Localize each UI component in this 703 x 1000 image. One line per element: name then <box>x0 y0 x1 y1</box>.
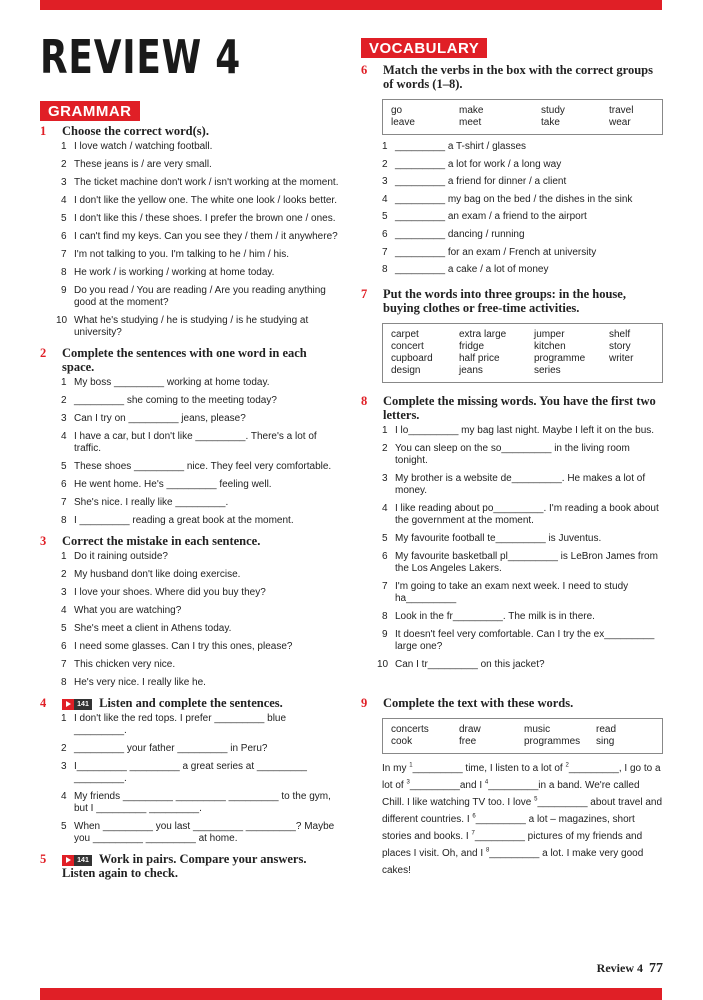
exercise-heading <box>40 696 340 710</box>
exercise-instruction: Choose the correct word(s). <box>62 124 209 138</box>
item-number: 4 <box>61 195 67 206</box>
exercise-items <box>40 713 340 845</box>
box-word: jumper <box>534 329 565 340</box>
exercise-item <box>361 503 663 527</box>
exercise-item <box>361 159 663 171</box>
exercise-item <box>361 551 663 575</box>
item-number: 3 <box>61 177 67 188</box>
exercise-item <box>40 515 340 527</box>
item-text: What he's studying / he is studying / is he studying at university? <box>74 315 309 338</box>
exercise-1 <box>40 124 340 339</box>
item-number: 5 <box>382 533 388 544</box>
exercise-item <box>361 473 663 497</box>
item-number: 8 <box>61 267 67 278</box>
exercise-item <box>40 677 340 689</box>
box-word: cupboard <box>391 353 433 364</box>
play-icon <box>62 855 74 866</box>
exercise-9 <box>361 696 663 710</box>
grammar-section-tag: GRAMMAR <box>40 101 140 121</box>
item-text: Look in the fr_________. The milk is in there. <box>395 611 595 622</box>
page-footer <box>597 961 663 977</box>
exercise-item <box>40 177 340 189</box>
play-icon <box>62 699 74 710</box>
item-number: 3 <box>61 587 67 598</box>
exercise-item <box>40 231 340 243</box>
item-number: 4 <box>382 503 388 514</box>
box-word: meet <box>459 117 482 128</box>
item-text: _________ a cake / a lot of money <box>395 264 549 276</box>
gap-number: 3 <box>406 779 410 786</box>
text-segment: _________ about travel and different countries. I <box>382 797 663 825</box>
exercise-heading <box>361 696 663 710</box>
exercise-item <box>40 395 340 407</box>
item-text: He went home. He's _________ feeling well. <box>74 479 272 490</box>
exercise-number: 6 <box>361 63 368 77</box>
box-word: design <box>391 365 421 376</box>
item-number: 2 <box>61 569 67 580</box>
item-number: 5 <box>382 211 388 223</box>
item-number: 2 <box>382 158 388 170</box>
exercise-item <box>361 659 663 671</box>
text-segment: _________, I go to a lot of <box>382 763 661 791</box>
exercise-item <box>361 611 663 623</box>
item-number: 5 <box>61 821 67 832</box>
grammar-column <box>40 124 340 880</box>
exercise-item <box>40 569 340 581</box>
box-word: music <box>524 724 551 735</box>
footer-label: Review 4 <box>596 961 643 975</box>
box-word: free <box>459 736 477 747</box>
item-text: I have a car, but I don't like _________. There's a lot of traffic. <box>74 431 317 454</box>
text-segment: _________ pictures of my friends and places I visit. Oh, and I <box>382 831 643 859</box>
item-text: My husband don't like doing exercise. <box>74 569 241 580</box>
gap-number: 5 <box>534 796 538 803</box>
exercise-7 <box>361 287 663 315</box>
item-number: 10 <box>377 659 389 670</box>
gap-number: 6 <box>472 813 476 820</box>
item-text: My favourite football te_________ is Juventus. <box>395 533 602 544</box>
item-text: These shoes _________ nice. They feel very comfortable. <box>74 461 332 472</box>
exercise-instruction: Complete the text with these words. <box>383 696 574 710</box>
item-number: 4 <box>382 193 388 205</box>
exercise-9-text <box>382 760 664 879</box>
item-text: You can sleep on the so_________ in the living room tonight. <box>395 443 630 466</box>
box-word: carpet <box>391 329 419 340</box>
exercise-number: 7 <box>361 287 368 301</box>
exercise-item <box>40 551 340 563</box>
exercise-item <box>40 461 340 473</box>
item-number: 3 <box>382 473 388 484</box>
item-number: 2 <box>61 395 67 406</box>
item-text: I lo_________ my bag last night. Maybe I left it on the bus. <box>395 425 655 436</box>
exercise-item <box>40 377 340 389</box>
item-text: I don't like this / these shoes. I prefer the brown one / ones. <box>74 213 336 224</box>
exercise-heading <box>361 63 663 91</box>
exercise-item <box>361 194 663 206</box>
item-number: 4 <box>61 605 67 616</box>
item-number: 1 <box>382 425 388 436</box>
item-text: My brother is a website de_________. He makes a lot of money. <box>395 473 646 496</box>
item-number: 10 <box>56 315 68 326</box>
exercise-item <box>40 431 340 455</box>
word-box-ex7 <box>382 323 663 383</box>
item-text: These jeans is / are very small. <box>74 159 212 170</box>
exercise-instruction: Put the words into three groups: in the house, buying clothes or free-time activities. <box>383 287 626 315</box>
exercise-item <box>40 413 340 425</box>
box-word: series <box>534 365 561 376</box>
item-number: 8 <box>382 264 388 276</box>
item-text: _________ dancing / running <box>395 228 525 240</box>
item-number: 6 <box>61 641 67 652</box>
audio-track-button[interactable] <box>62 855 92 866</box>
item-number: 2 <box>61 159 67 170</box>
exercise-number: 5 <box>40 852 47 866</box>
exercise-6 <box>361 63 663 91</box>
exercise-item <box>40 479 340 491</box>
text-segment: _________ a lot. I make very good cakes! <box>382 848 644 876</box>
exercise-item <box>40 285 340 309</box>
exercise-item <box>40 641 340 653</box>
item-number: 7 <box>382 581 388 592</box>
item-text: This chicken very nice. <box>74 659 176 670</box>
exercise-instruction: Match the verbs in the box with the correct groups of words (1–8). <box>383 63 653 91</box>
item-number: 1 <box>382 141 388 152</box>
item-text: She's nice. I really like _________. <box>74 497 229 508</box>
item-number: 4 <box>61 791 67 802</box>
exercise-item <box>361 581 663 605</box>
item-number: 7 <box>61 497 67 508</box>
item-text: _________ for an exam / French at university <box>395 246 597 258</box>
item-text: _________ an exam / a friend to the airport <box>395 211 587 223</box>
item-text: He's very nice. I really like he. <box>74 677 206 688</box>
item-text: _________ a friend for dinner / a client <box>395 176 567 188</box>
item-number: 8 <box>61 677 67 688</box>
exercise-4 <box>40 696 340 845</box>
item-text: She's meet a client in Athens today. <box>74 623 232 634</box>
item-text: I don't like the yellow one. The white one look / looks better. <box>74 195 337 206</box>
exercise-item <box>40 791 340 815</box>
exercise-instruction: Complete the missing words. You have the first two letters. <box>383 394 656 422</box>
box-word: read <box>596 724 617 735</box>
exercise-number: 4 <box>40 696 47 710</box>
box-word: make <box>459 105 484 116</box>
exercise-item <box>40 267 340 279</box>
text-segment: In my <box>382 763 410 774</box>
item-number: 7 <box>61 659 67 670</box>
exercise-item <box>40 713 340 737</box>
box-word: programmes <box>524 736 581 747</box>
exercise-instruction: Correct the mistake in each sentence. <box>62 534 261 548</box>
box-word <box>609 365 659 377</box>
item-text: Can I try on _________ jeans, please? <box>74 413 246 424</box>
exercise-item <box>40 659 340 671</box>
exercise-item <box>40 761 340 785</box>
exercise-item <box>361 443 663 467</box>
exercise-instruction: Complete the sentences with one word in each space. <box>62 346 307 374</box>
item-number: 9 <box>61 285 67 296</box>
item-number: 6 <box>61 479 67 490</box>
item-number: 8 <box>61 515 67 526</box>
exercise-heading <box>40 852 340 880</box>
box-word: shelf <box>609 329 631 340</box>
box-word: wear <box>609 117 631 128</box>
exercise-item <box>40 623 340 635</box>
item-number: 2 <box>382 443 388 454</box>
box-word: take <box>541 117 560 128</box>
exercise-item <box>361 264 663 276</box>
item-number: 5 <box>61 213 67 224</box>
box-word: programme <box>534 353 586 364</box>
item-text: _________ she coming to the meeting today? <box>74 395 277 406</box>
box-word: kitchen <box>534 341 566 352</box>
exercise-item <box>361 533 663 545</box>
top-accent-bar <box>40 0 662 10</box>
exercise-item <box>361 141 663 153</box>
item-number: 5 <box>61 461 67 472</box>
box-word: leave <box>391 117 415 128</box>
item-text: Do it raining outside? <box>74 551 168 562</box>
item-text: I'm going to take an exam next week. I need to study ha_________ <box>395 581 629 604</box>
word-box-ex9 <box>382 718 663 754</box>
gap-number: 7 <box>471 830 475 837</box>
exercise-instruction: Work in pairs. Compare your answers. Listen again to check. <box>62 852 307 880</box>
box-word: story <box>609 341 631 352</box>
item-text: My favourite basketball pl_________ is LeBron James from the Los Angeles Lakers. <box>395 551 658 574</box>
box-word: go <box>391 105 403 116</box>
track-number: 141 <box>74 855 92 866</box>
box-word: cook <box>391 736 413 747</box>
item-text: The ticket machine don't work / isn't working at the moment. <box>74 177 339 188</box>
exercise-number: 2 <box>40 346 47 360</box>
box-word: fridge <box>459 341 485 352</box>
exercise-item <box>361 629 663 653</box>
box-word: jeans <box>459 365 483 376</box>
item-number: 5 <box>61 623 67 634</box>
exercise-heading <box>40 534 340 548</box>
exercise-items <box>361 425 663 671</box>
vocabulary-section-tag: VOCABULARY <box>361 38 487 58</box>
exercise-number: 1 <box>40 124 47 138</box>
exercise-items <box>40 141 340 339</box>
item-number: 2 <box>61 743 67 754</box>
item-text: _________ my bag on the bed / the dishes in the sink <box>395 193 633 205</box>
box-word: concerts <box>391 724 429 735</box>
item-text: My friends _________ _________ _________ to the gym, but I _________ _________. <box>74 791 331 814</box>
exercise-item <box>361 176 663 188</box>
item-number: 1 <box>61 551 67 562</box>
item-number: 3 <box>61 413 67 424</box>
item-text: I need some glasses. Can I try this ones, please? <box>74 641 293 652</box>
item-text: I'm not talking to you. I'm talking to he / him / his. <box>74 249 290 260</box>
item-text: I love your shoes. Where did you buy they? <box>74 587 266 598</box>
item-number: 1 <box>61 141 67 152</box>
item-number: 1 <box>61 377 67 388</box>
exercise-item <box>40 249 340 261</box>
box-word: study <box>541 105 565 116</box>
item-number: 8 <box>382 611 388 622</box>
exercise-item <box>40 821 340 845</box>
exercise-items <box>40 377 340 527</box>
word-box-ex6 <box>382 99 663 135</box>
exercise-item <box>40 159 340 171</box>
item-number: 3 <box>382 176 388 188</box>
item-text: I _________ reading a great book at the moment. <box>74 515 294 526</box>
exercise-number: 3 <box>40 534 47 548</box>
exercise-item <box>361 229 663 241</box>
box-word: writer <box>609 353 634 364</box>
exercise-items <box>40 551 340 689</box>
item-number: 7 <box>61 249 67 260</box>
exercise-2 <box>40 346 340 527</box>
page-number: 77 <box>649 961 663 976</box>
item-text: What you are watching? <box>74 605 182 616</box>
text-segment: _________ a lot – magazines, short stories and books. I <box>382 814 635 842</box>
item-number: 4 <box>61 431 67 442</box>
item-number: 1 <box>61 713 67 724</box>
exercise-item <box>40 743 340 755</box>
item-text: _________ a T-shirt / glasses <box>395 141 527 152</box>
text-segment: _________ time, I listen to a lot of <box>412 763 566 774</box>
item-text: I love watch / watching football. <box>74 141 213 152</box>
box-word: concert <box>391 341 424 352</box>
exercise-item <box>40 141 340 153</box>
item-number: 3 <box>61 761 67 772</box>
exercise-item <box>40 195 340 207</box>
text-segment: _________and I <box>409 780 485 791</box>
bottom-accent-bar <box>40 988 662 1000</box>
exercise-item <box>361 247 663 259</box>
exercise-3 <box>40 534 340 689</box>
item-number: 6 <box>382 551 388 562</box>
gap-number: 1 <box>409 762 413 769</box>
item-text: When _________ you last _________ _________? Maybe you _________ _________ at home. <box>74 821 335 844</box>
text-segment: _________in a band. We're called Chill. I like watching TV too. I love <box>382 780 640 808</box>
box-word: half price <box>459 353 500 364</box>
exercise-item <box>40 315 340 339</box>
box-word: draw <box>459 724 481 735</box>
vocabulary-column <box>361 63 663 91</box>
item-text: I don't like the red tops. I prefer _________ blue _________. <box>74 713 287 736</box>
page-title: REVIEW 4 <box>40 30 242 84</box>
item-number: 7 <box>382 246 388 258</box>
item-text: My boss _________ working at home today. <box>74 377 270 388</box>
box-word: sing <box>596 736 615 747</box>
item-text: I like reading about po_________. I'm reading a book about the government at the moment. <box>395 503 659 526</box>
gap-number: 2 <box>565 762 569 769</box>
item-text: It doesn't feel very comfortable. Can I try the ex_________ large one? <box>395 629 655 652</box>
exercise-heading <box>361 394 663 422</box>
exercise-number: 9 <box>361 696 368 710</box>
item-number: 6 <box>382 228 388 240</box>
exercise-6-items <box>361 141 663 282</box>
exercise-number: 8 <box>361 394 368 408</box>
item-text: He work / is working / working at home today. <box>74 267 275 278</box>
item-text: _________ your father _________ in Peru? <box>74 743 268 754</box>
item-text: I_________ _________ a great series at _________ _________. <box>74 761 307 784</box>
exercise-item <box>40 213 340 225</box>
exercise-heading <box>40 124 340 138</box>
item-text: Do you read / You are reading / Are you reading anything good at the moment? <box>74 285 326 308</box>
exercise-item <box>40 587 340 599</box>
track-number: 141 <box>74 699 92 710</box>
item-number: 9 <box>382 629 388 640</box>
item-text: I can't find my keys. Can you see they / them / it anywhere? <box>74 231 338 242</box>
audio-track-button[interactable] <box>62 699 92 710</box>
exercise-item <box>40 605 340 617</box>
gap-number: 8 <box>485 847 490 854</box>
exercise-item <box>40 497 340 509</box>
exercise-8 <box>361 394 663 677</box>
exercise-heading <box>40 346 340 374</box>
box-word: travel <box>609 105 634 116</box>
item-number: 6 <box>61 231 67 242</box>
exercise-heading <box>361 287 663 315</box>
item-text: Can I tr_________ on this jacket? <box>395 659 545 670</box>
exercise-5 <box>40 852 340 880</box>
exercise-item <box>361 211 663 223</box>
box-word: extra large <box>459 329 507 340</box>
exercise-instruction: Listen and complete the sentences. <box>99 696 283 710</box>
exercise-items <box>361 141 663 276</box>
exercise-item <box>361 425 663 437</box>
gap-number: 4 <box>484 779 489 786</box>
item-text: _________ a lot for work / a long way <box>395 158 562 170</box>
